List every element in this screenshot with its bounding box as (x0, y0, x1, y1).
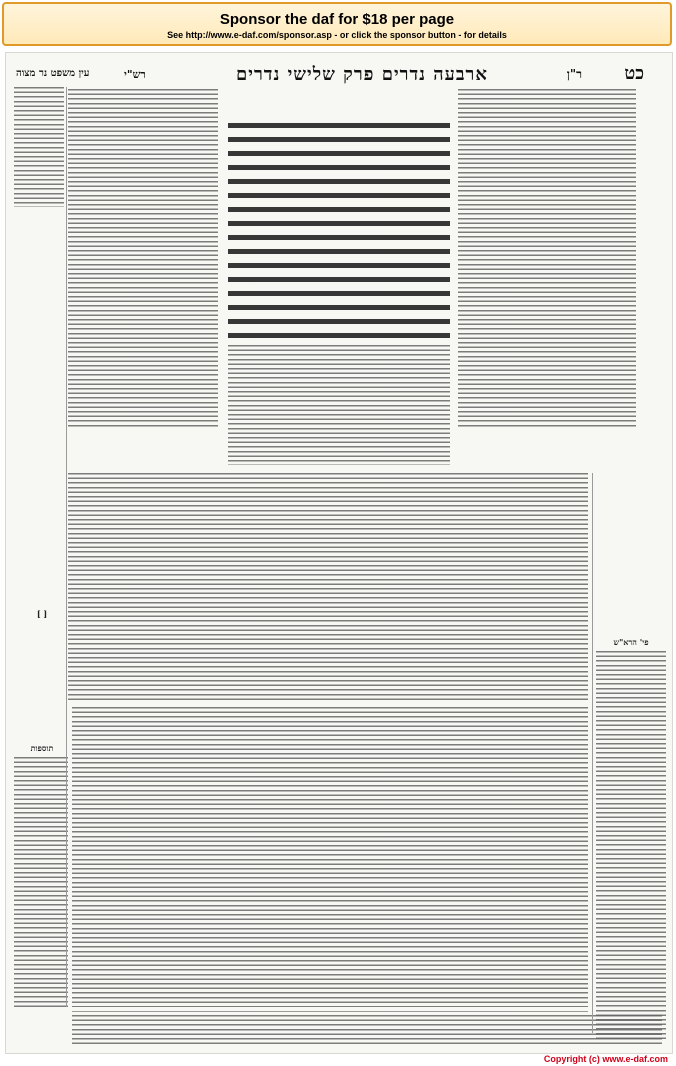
column-divider-left (66, 87, 67, 1007)
page-note: [ ] (36, 609, 48, 619)
sponsor-subtitle[interactable]: See http://www.e-daf.com/sponsor.asp - or click the sponsor button - for details (167, 30, 507, 40)
commentary-column-left (68, 89, 218, 429)
talmud-page-scan (5, 52, 673, 1054)
lower-commentary (72, 707, 588, 1007)
rosh-heading: פי' הרא"ש (613, 637, 649, 647)
ein-mishpat-label: עין משפט נר מצוה (16, 68, 90, 79)
gemara-text-continued (228, 345, 450, 465)
column-divider-right (592, 473, 593, 1033)
chapter-title: ארבעה נדרים פרק שלישי נדרים (236, 64, 488, 85)
rashi-label: רש"י (124, 68, 146, 81)
rosh-column (596, 651, 666, 1041)
rashi-column (458, 89, 636, 429)
gemara-text (228, 123, 450, 343)
sponsor-title[interactable]: Sponsor the daf for $18 per page (219, 11, 455, 28)
ran-label: ר"ן (566, 67, 582, 81)
ran-commentary (68, 473, 588, 703)
sponsor-banner[interactable] (2, 2, 672, 46)
copyright-notice[interactable]: Copyright (c) www.e-daf.com (543, 1054, 668, 1064)
footnote-divider (72, 1011, 588, 1012)
ein-mishpat-column (14, 87, 64, 207)
footnotes (72, 1015, 662, 1045)
tosafot-column (14, 757, 68, 1007)
folio-number: כט (624, 63, 644, 84)
page-header (6, 63, 672, 85)
tosafot-heading: תוספות (30, 743, 54, 753)
